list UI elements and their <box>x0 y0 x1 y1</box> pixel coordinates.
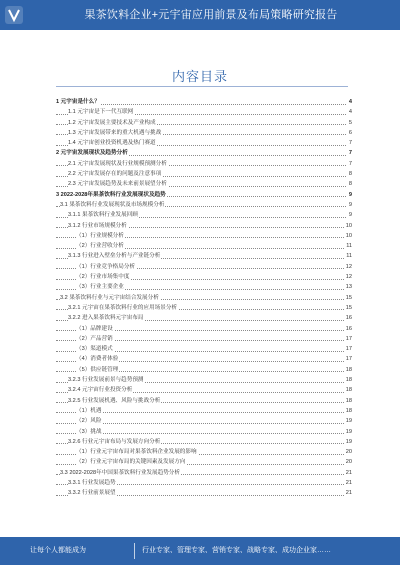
toc-entry-text: （1）品牌建设 <box>76 325 113 332</box>
toc-entry-text: （4）消费者体验 <box>76 356 119 363</box>
toc-entry-page: 17 <box>345 334 352 344</box>
toc-entry[interactable] <box>56 282 352 292</box>
toc-entry[interactable] <box>56 97 352 107</box>
toc-entry-page: 9 <box>348 200 352 210</box>
toc-entry-page: 9 <box>348 210 352 220</box>
toc-entry-text: 2 元宇宙发展现状及趋势分析 <box>56 150 128 157</box>
footer-roles: 行业专家、管理专家、营销专家、战略专家、成功企业家…… <box>142 547 331 554</box>
toc-entry-page: 11 <box>345 251 352 261</box>
toc-entry-page: 4 <box>348 97 352 107</box>
toc-entry-text: 3.2.6 行业元宇宙布局与发展方向分析 <box>68 438 161 445</box>
toc-entry[interactable] <box>56 159 352 169</box>
toc-entry[interactable] <box>56 107 352 117</box>
toc-entry[interactable] <box>56 427 352 437</box>
brand-logo-icon <box>4 5 24 25</box>
toc-entry-page: 7 <box>348 138 352 148</box>
toc-entry[interactable] <box>56 478 352 488</box>
toc-entry-text: （1）行业竞争格局分析 <box>76 263 136 270</box>
toc-entry[interactable] <box>56 128 352 138</box>
toc-entry-text: 3.1.3 行业进入壁垒分析与产业链分析 <box>68 253 161 260</box>
toc-entry-text: 3.1.2 行业市场规模分析 <box>68 222 127 229</box>
toc-entry-page: 9 <box>348 190 352 200</box>
toc-entry-page: 6 <box>348 128 352 138</box>
toc-entry[interactable] <box>56 385 352 395</box>
toc-entry-text: 1.3 元宇宙发展带来的重大机遇与挑战 <box>68 129 162 136</box>
toc-entry-text: 3.1.1 果茶饮料行业发展回顾 <box>68 212 138 219</box>
toc-entry-text: 3.2.3 行业发展前景与趋势预测 <box>68 377 144 384</box>
toc-divider <box>56 86 348 87</box>
toc-entry-text: 3.3.1 行业发展趋势 <box>68 479 116 486</box>
toc-entry[interactable] <box>56 406 352 416</box>
report-header <box>0 0 400 30</box>
toc-entry-text: （1）行业元宇宙布局对果茶饮料企业发展的影响 <box>76 449 197 456</box>
toc-entry[interactable] <box>56 437 352 447</box>
table-of-contents <box>56 97 352 499</box>
toc-entry[interactable] <box>56 148 352 158</box>
toc-entry[interactable] <box>56 262 352 272</box>
toc-entry[interactable] <box>56 210 352 220</box>
toc-entry-page: 18 <box>345 365 352 375</box>
toc-entry-page: 20 <box>345 457 352 467</box>
toc-entry-page: 18 <box>345 406 352 416</box>
toc-entry[interactable] <box>56 303 352 313</box>
toc-entry-text: 3.2.2 进入果茶饮料元宇宙布局 <box>68 315 144 322</box>
toc-entry-text: 1.1 元宇宙是下一代互联网 <box>68 109 134 116</box>
toc-entry-page: 15 <box>345 303 352 313</box>
toc-entry-page: 5 <box>348 118 352 128</box>
toc-entry-text: 3.2.4 元宇宙行业投资分析 <box>68 387 133 394</box>
toc-entry[interactable] <box>56 365 352 375</box>
toc-entry-text: 2.2 元宇宙发展存在的问题及注意事项 <box>68 171 162 178</box>
toc-entry-text: （3）挑战 <box>76 428 102 435</box>
toc-entry-text: 1 元宇宙是什么？ <box>56 99 100 105</box>
toc-entry-text: （1）机遇 <box>76 407 102 414</box>
toc-entry-text: 1.4 元宇宙创业投资机遇及热门赛道 <box>68 140 156 147</box>
toc-entry-text: （2）行业营收分析 <box>76 243 124 250</box>
toc-entry-text: （3）渠道模式 <box>76 346 113 353</box>
toc-entry[interactable] <box>56 190 352 200</box>
toc-entry-page: 7 <box>348 148 352 158</box>
toc-entry-page: 21 <box>345 468 352 478</box>
toc-entry[interactable] <box>56 468 352 478</box>
toc-entry[interactable] <box>56 118 352 128</box>
toc-entry-page: 18 <box>345 375 352 385</box>
toc-entry-text: 2.3 元宇宙发展趋势及未来前景展望分析 <box>68 181 167 188</box>
toc-entry[interactable] <box>56 200 352 210</box>
toc-entry-text: （2）行业元宇宙布局的关键因素及发展方向 <box>76 459 186 466</box>
report-title: 果茶饮料企业+元宇宙应用前景及布局策略研究报告 <box>84 9 338 21</box>
toc-entry-page: 15 <box>345 293 352 303</box>
toc-entry-page: 12 <box>345 272 352 282</box>
toc-entry-page: 20 <box>345 447 352 457</box>
toc-entry-page: 8 <box>348 179 352 189</box>
toc-entry[interactable] <box>56 241 352 251</box>
toc-entry-text: 3.1 果茶饮料行业发展现状及市场规模分析 <box>60 201 165 208</box>
toc-entry-page: 17 <box>345 344 352 354</box>
toc-entry-page: 12 <box>345 262 352 272</box>
toc-entry[interactable] <box>56 221 352 231</box>
toc-entry[interactable] <box>56 272 352 282</box>
toc-entry[interactable] <box>56 447 352 457</box>
toc-entry[interactable] <box>56 313 352 323</box>
toc-entry-text: （2）产品营销 <box>76 335 113 342</box>
toc-entry-text: （3）行业主要企业 <box>76 284 124 291</box>
toc-entry[interactable] <box>56 396 352 406</box>
toc-entry-page: 16 <box>345 324 352 334</box>
toc-entry[interactable] <box>56 251 352 261</box>
toc-entry[interactable] <box>56 488 352 498</box>
toc-entry-page: 7 <box>348 159 352 169</box>
toc-entry[interactable] <box>56 334 352 344</box>
toc-entry-page: 11 <box>345 241 352 251</box>
toc-entry-page: 17 <box>345 354 352 364</box>
toc-entry[interactable] <box>56 354 352 364</box>
toc-entry[interactable] <box>56 231 352 241</box>
toc-entry-page: 10 <box>345 231 352 241</box>
toc-entry-page: 13 <box>345 282 352 292</box>
toc-entry-page: 8 <box>348 169 352 179</box>
toc-entry-text: 3 2022-2028年果茶饮料行业发展现状及趋势 <box>56 191 166 198</box>
footer-lead: 让每个人都能成为 <box>30 547 86 554</box>
toc-entry-text: （1）行业规模分析 <box>76 232 124 239</box>
toc-entry-text: 3.2.5 行业发展机遇、风险与挑战分析 <box>68 397 161 404</box>
toc-entry-text: （2）风险 <box>76 418 102 425</box>
toc-entry-page: 10 <box>345 221 352 231</box>
toc-entry-page: 19 <box>345 427 352 437</box>
toc-entry-page: 4 <box>348 107 352 117</box>
toc-entry[interactable] <box>56 375 352 385</box>
toc-entry[interactable] <box>56 169 352 179</box>
toc-entry[interactable] <box>56 138 352 148</box>
toc-entry[interactable] <box>56 293 352 303</box>
toc-entry[interactable] <box>56 344 352 354</box>
toc-entry-page: 16 <box>345 313 352 323</box>
toc-entry-text: 1.2 元宇宙发展主要技术及产业构成 <box>68 119 156 126</box>
toc-entry-page: 18 <box>345 385 352 395</box>
footer-divider <box>134 543 135 559</box>
toc-entry[interactable] <box>56 324 352 334</box>
toc-entry[interactable] <box>56 416 352 426</box>
footer-banner <box>0 537 400 565</box>
toc-entry-page: 21 <box>345 488 352 498</box>
toc-entry-text: 3.2.1 元宇宙在果茶饮料行业的应用场景分析 <box>68 304 178 311</box>
toc-entry-page: 19 <box>345 437 352 447</box>
toc-heading: 内容目录 <box>171 69 228 84</box>
toc-entry-text: 2.1 元宇宙发展现状及行业规模预测分析 <box>68 160 167 167</box>
toc-entry-text: 3.2 果茶饮料行业与元宇宙结合发展分析 <box>60 294 159 301</box>
toc-entry-page: 19 <box>345 416 352 426</box>
toc-entry-text: （5）供应链管理 <box>76 366 119 373</box>
toc-entry[interactable] <box>56 179 352 189</box>
toc-entry-page: 18 <box>345 396 352 406</box>
toc-entry-text: （2）行业市场集中度 <box>76 274 130 281</box>
toc-entry-page: 21 <box>345 478 352 488</box>
toc-entry-text: 3.3.2 行业前景展望 <box>68 490 116 497</box>
toc-entry[interactable] <box>56 457 352 467</box>
toc-entry-text: 3.3 2022-2028年中国果茶饮料行业发展趋势分析 <box>60 469 180 476</box>
